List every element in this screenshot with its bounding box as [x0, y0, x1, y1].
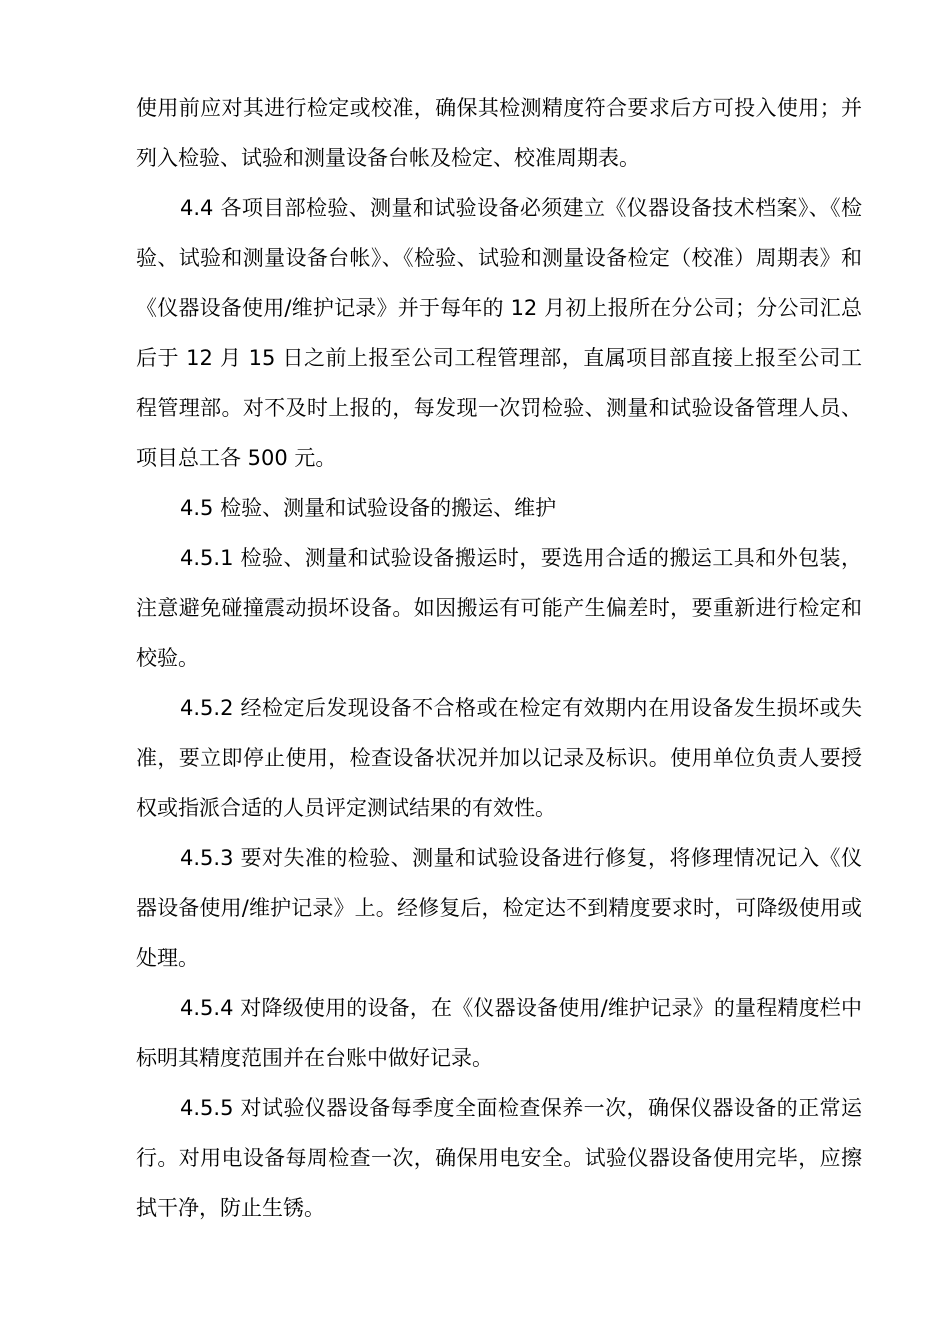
paragraph-4-4: 4.4 各项目部检验、测量和试验设备必须建立《仪器设备技术档案》、《检验、试验和测量设备台帐》、《检验、试验和测量设备检定（校准）周期表》和《仪器设备使用/维护记录》并于每年的 12 月初上报所在分公司；分公司汇总后于 12 月 15 日之前上报至公司工程管理部，直属项目部直接上报至公司工程管理部。对不及时上报的，每发现一次罚检验、测量和试验设备管理人员、项目总工各 500 元。: [136, 196, 862, 470]
paragraph-4-5-5: 4.5.5 对试验仪器设备每季度全面检查保养一次，确保仪器设备的正常运行。对用电设备每周检查一次，确保用电安全。试验仪器设备使用完毕，应擦拭干净，防止生锈。: [136, 1096, 862, 1220]
paragraph-4-5-2: 4.5.2 经检定后发现设备不合格或在检定有效期内在用设备发生损坏或失准，要立即停止使用，检查设备状况并加以记录及标识。使用单位负责人要授权或指派合适的人员评定测试结果的有效性。: [136, 696, 862, 820]
paragraph-4-5-4: 4.5.4 对降级使用的设备，在《仪器设备使用/维护记录》的量程精度栏中标明其精度范围并在台账中做好记录。: [136, 996, 862, 1070]
paragraph-4-5-3: 4.5.3 要对失准的检验、测量和试验设备进行修复，将修理情况记入《仪器设备使用/维护记录》上。经修复后，检定达不到精度要求时，可降级使用或处理。: [136, 846, 862, 970]
document-page: [136, 83, 862, 1233]
paragraph-continuation: 使用前应对其进行检定或校准，确保其检测精度符合要求后方可投入使用；并列入检验、试验和测量设备台帐及检定、校准周期表。: [136, 96, 862, 170]
heading-4-5: 4.5 检验、测量和试验设备的搬运、维护: [180, 496, 557, 520]
paragraph-4-5-1: 4.5.1 检验、测量和试验设备搬运时，要选用合适的搬运工具和外包装，注意避免碰撞震动损坏设备。如因搬运有可能产生偏差时，要重新进行检定和校验。: [136, 546, 862, 670]
